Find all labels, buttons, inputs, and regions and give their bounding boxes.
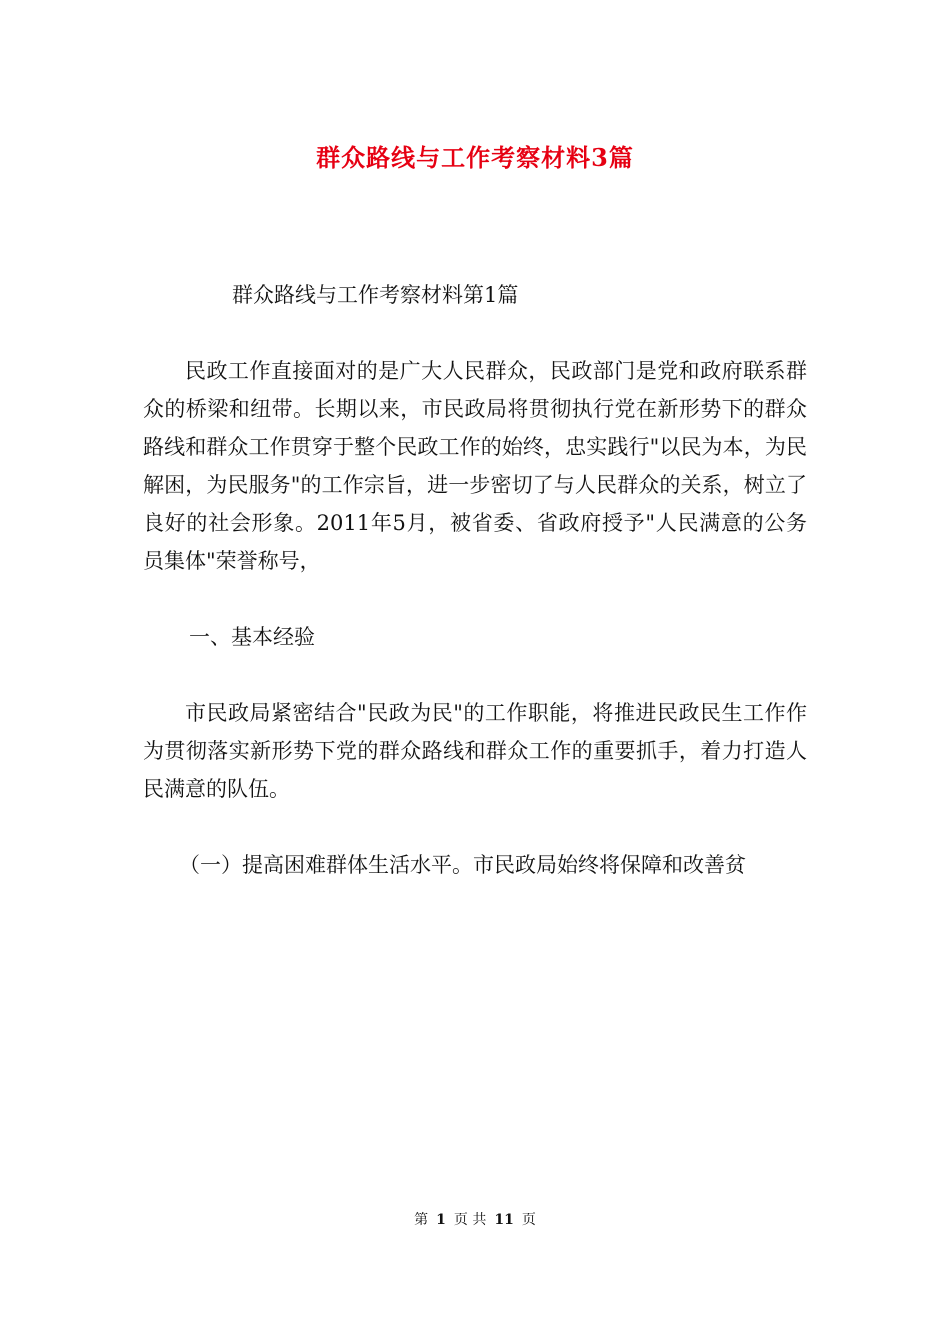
section-subtitle: 群众路线与工作考察材料第1篇 xyxy=(232,283,519,307)
document-body xyxy=(143,276,807,922)
document-title: 群众路线与工作考察材料3篇 xyxy=(316,143,634,172)
footer-total-pages: 11 xyxy=(494,1212,514,1228)
footer-prefix: 第 xyxy=(414,1212,429,1228)
footer-suffix: 页 xyxy=(521,1212,536,1228)
body-paragraph: （一）提高困难群体生活水平。市民政局始终将保障和改善贫 xyxy=(179,853,746,877)
section-heading: 一、基本经验 xyxy=(189,625,315,649)
body-paragraph: 市民政局紧密结合"民政为民"的工作职能，将推进民政民生工作作为贯彻落实新形势下党的群众路线和群众工作的重要抓手，着力打造人民满意的队伍。 xyxy=(143,701,807,801)
footer-middle: 页 共 xyxy=(453,1212,487,1228)
body-paragraph: 民政工作直接面对的是广大人民群众，民政部门是党和政府联系群众的桥梁和纽带。长期以来，市民政局将贯彻执行党在新形势下的群众路线和群众工作贯穿于整个民政工作的始终，忠实践行"以民为本，为民解困，为民服务"的工作宗旨，进一步密切了与人民群众的关系，树立了良好的社会形象。2011年5月，被省委、省政府授予"人民满意的公务员集体"荣誉称号， xyxy=(143,359,807,573)
footer-current-page: 1 xyxy=(436,1212,446,1228)
page-footer xyxy=(0,1209,950,1229)
